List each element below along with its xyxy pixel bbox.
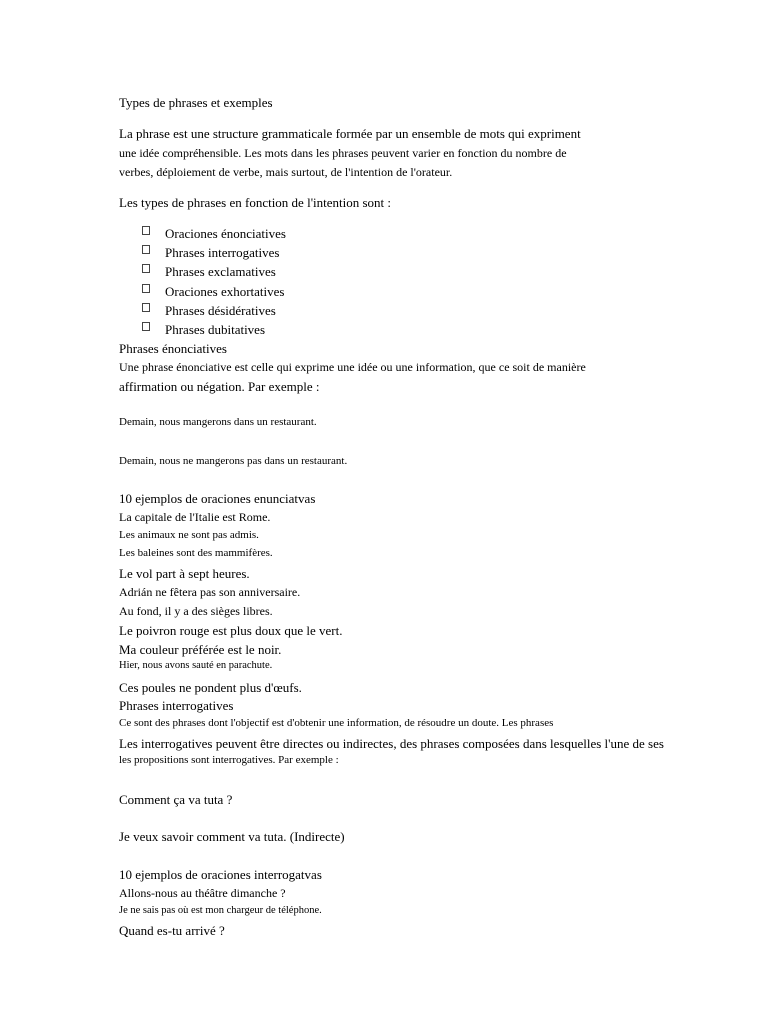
interrogatives-desc-1: Ce sont des phrases dont l'objectif est d'obtenir une information, de résoudre un doute. Les phrases — [119, 717, 554, 729]
interrogatives-example-1: Comment ça va tuta ? — [119, 792, 233, 807]
document-title: Types de phrases et exemples — [119, 95, 273, 110]
intro-line-1: La phrase est une structure grammaticale formée par un ensemble de mots qui expriment — [119, 126, 581, 141]
list-item: Quand es-tu arrivé ? — [119, 923, 225, 938]
enonciatives-example-1: Demain, nous mangerons dans un restaurant. — [119, 416, 317, 428]
list-item: Au fond, il y a des sièges libres. — [119, 604, 273, 618]
list-item: Le poivron rouge est plus doux que le vert. — [119, 623, 343, 638]
list-item: Oraciones exhortatives — [165, 284, 285, 299]
intro-line-2: une idée compréhensible. Les mots dans les phrases peuvent varier en fonction du nombre de — [119, 146, 567, 160]
intro-line-3: verbes, déploiement de verbe, mais surtout, de l'intention de l'orateur. — [119, 165, 453, 179]
list-item: Allons-nous au théâtre dimanche ? — [119, 886, 286, 900]
interrogatives-desc-2: Les interrogatives peuvent être directes ou indirectes, des phrases composées dans lesquelles l'une de ses — [119, 736, 664, 751]
list-item: Phrases interrogatives — [165, 245, 280, 260]
list-item: Je ne sais pas où est mon chargeur de téléphone. — [119, 905, 322, 916]
list-item: La capitale de l'Italie est Rome. — [119, 510, 271, 524]
list-item: Les baleines sont des mammifères. — [119, 547, 273, 559]
list-item: Phrases dubitatives — [165, 322, 266, 337]
list-item: Oraciones énonciatives — [165, 226, 286, 241]
interrogatives-desc-3: les propositions sont interrogatives. Par exemple : — [119, 754, 339, 766]
checkbox-bullet-icon — [142, 284, 150, 293]
list-item: Phrases exclamatives — [165, 264, 276, 279]
list-item: Les animaux ne sont pas admis. — [119, 529, 259, 541]
list-item: Le vol part à sept heures. — [119, 566, 250, 581]
checkbox-bullet-icon — [142, 303, 150, 312]
enonciatives-example-2: Demain, nous ne mangerons pas dans un restaurant. — [119, 455, 348, 467]
section-heading-interrogatives: Phrases interrogatives — [119, 698, 234, 713]
enonciatives-desc-2: affirmation ou négation. Par exemple : — [119, 379, 320, 394]
checkbox-bullet-icon — [142, 245, 150, 254]
enonciatives-list-heading: 10 ejemplos de oraciones enunciatvas — [119, 491, 316, 506]
list-item: Hier, nous avons sauté en parachute. — [119, 660, 273, 671]
interrogatives-list-heading: 10 ejemplos de oraciones interrogatvas — [119, 867, 322, 882]
list-item: Ma couleur préférée est le noir. — [119, 642, 282, 657]
checkbox-bullet-icon — [142, 322, 150, 331]
interrogatives-example-2: Je veux savoir comment va tuta. (Indirecte) — [119, 829, 345, 844]
checkbox-bullet-icon — [142, 226, 150, 235]
list-item: Adrián ne fêtera pas son anniversaire. — [119, 585, 301, 599]
list-item: Phrases désidératives — [165, 303, 276, 318]
section-heading-enonciatives: Phrases énonciatives — [119, 341, 227, 356]
checkbox-bullet-icon — [142, 264, 150, 273]
enonciatives-desc-1: Une phrase énonciative est celle qui exprime une idée ou une information, que ce soit de manière — [119, 360, 586, 374]
list-item: Ces poules ne pondent plus d'œufs. — [119, 680, 302, 695]
types-heading: Les types de phrases en fonction de l'intention sont : — [119, 195, 392, 210]
